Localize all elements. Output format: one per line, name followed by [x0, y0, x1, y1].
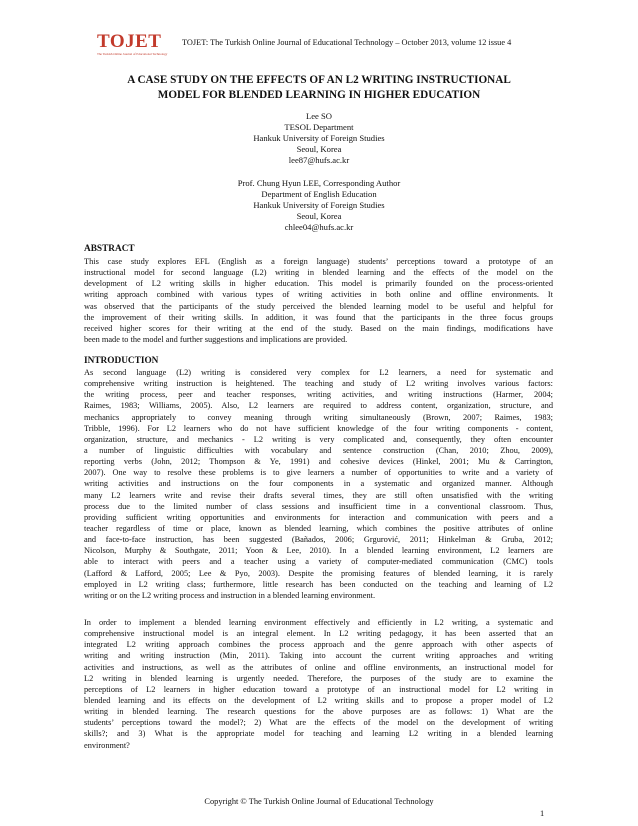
- abstract-body: [84, 256, 553, 345]
- intro-line: L2 writing in blended learning is urgently needed. Therefore, the purposes of the study are to examine the: [84, 673, 553, 683]
- intro-line: reporting verbs (John, 2012; Thompson & Ye, 1991) and cohesive devices (Hinkel, 2001; Mu & Carrington,: [84, 457, 553, 467]
- author-1-email: lee87@hufs.ac.kr: [288, 155, 350, 165]
- intro-line: many L2 learners write and revise their drafts several times, they are still often unsatisfied with the writing: [84, 490, 553, 500]
- intro-line: (Lafford & Lafford, 2005; Lee & Pyo, 2003). Despite the promising features of blended learning, it is rarely: [84, 568, 553, 578]
- intro-line: Nicolson, Murphy & Southgate, 2011; Yoon & Lee, 2010). In a blended learning environment, L2 learners are: [84, 546, 553, 556]
- intro-line: writing activities and instructions on the four components in a systematic and organized manner. Although: [84, 479, 553, 489]
- intro-line: students’ perceptions toward the model?; 2) What are the effects of the model on the development of writing: [84, 718, 553, 728]
- journal-logo: [97, 31, 168, 59]
- intro-line: writing or on the L2 writing process and instruction in a blended learning environment.: [84, 590, 376, 600]
- abstract-line: development of L2 writing skills in higher education. This model is primarily founded on the process-oriented: [84, 279, 553, 289]
- intro-line: integrated L2 writing approach combines the process approach and the genre approach with other aspects of: [84, 640, 553, 650]
- introduction-paragraph-2: [84, 617, 553, 751]
- intro-line: employed in L2 writing class; furthermore, little research has been conducted on the teaching and learning of L2: [84, 579, 553, 589]
- intro-line: In order to implement a blended learning environment effectively and efficiently in L2 writing, a systematic and: [84, 618, 553, 627]
- introduction-paragraph-1: [84, 367, 553, 601]
- author-2-department: Department of English Education: [261, 189, 377, 199]
- abstract-line: instructional model for second language (L2) writing in blended learning and the effects of the model on the: [84, 268, 553, 278]
- abstract-line: was observed that the participants of the study perceived the blended learning model to be useful and helpful for: [84, 301, 553, 311]
- intro-line: writing and writing instruction (Min, 2011). Taking into account the current writing approaches and writing: [84, 651, 553, 661]
- intro-line: organization, structure, and mechanics - L2 writing is very complicated and, consequently, they often encounter: [84, 434, 553, 444]
- intro-line: a number of linguistic difficulties with vocabulary and sentence construction (Chan, 2010; Zhou, 2009),: [84, 445, 553, 455]
- author-2-email: chlee04@hufs.ac.kr: [284, 222, 354, 232]
- intro-line: Raimes, 1983; Williams, 2005). Also, L2 learners are required to address content, organization, structure, and: [84, 401, 553, 411]
- intro-line: providing sufficient writing opportunities and environments for interaction and communication with peers and a: [84, 512, 553, 522]
- abstract-line: been made to the model and further suggestions and implications are provided.: [84, 334, 348, 344]
- author-1-location: Seoul, Korea: [296, 144, 342, 154]
- intro-line: activities and instructions, as well as the attributes of online and offline environments, an instructional model for: [84, 662, 553, 672]
- intro-line: the writing process, peer and teacher responses, writing activities, and writing instructions (Harmer, 2004;: [84, 390, 553, 400]
- paper-title-line-1: A CASE STUDY ON THE EFFECTS OF AN L2 WRITING INSTRUCTIONAL: [127, 74, 511, 86]
- intro-line: 2007). One way to resolve these problems is to give learners a number of opportunities to write and a variety of: [84, 468, 553, 478]
- abstract-line: the improvement of their writing skills. In addition, it was found that the participants in the three focus groups: [84, 312, 553, 322]
- running-header: TOJET: The Turkish Online Journal of Educational Technology – October 2013, volume 12 issue 4: [182, 38, 512, 47]
- abstract-line: This case study explores EFL (English as a foreign language) students’ perceptions toward a prototype of an: [84, 257, 553, 266]
- introduction-heading: INTRODUCTION: [84, 356, 159, 366]
- logo-wordmark: TOJET: [97, 31, 162, 52]
- intro-line: blended learning and its effects on the development of L2 writing skills and to propose a proper model of L2: [84, 695, 553, 705]
- author-1-university: Hankuk University of Foreign Studies: [253, 133, 385, 143]
- intro-line: able to interact with peers and a teacher using a variety of computer-mediated communication (CMC) tools: [84, 557, 553, 567]
- intro-line: process due to the limited number of class sessions and insufficient time in a conventional classroom. Thus,: [84, 501, 553, 511]
- author-1-name: Lee SO: [305, 111, 332, 121]
- intro-line: perceptions of L2 learners in higher education toward a prototype of an instructional model for L2 writing in: [84, 684, 553, 694]
- paper-title-line-2: MODEL FOR BLENDED LEARNING IN HIGHER EDUCATION: [157, 89, 481, 101]
- intro-line: comprehensive instructional model is an integral element. In L2 writing pedagogy, it has been asserted that an: [84, 629, 553, 639]
- intro-line: comprehensive writing instruction is heightened. The teaching and study of L2 writing involves various factors:: [84, 379, 553, 389]
- abstract-line: writing approach combined with various types of writing activities in both online and offline environments. It: [84, 290, 553, 300]
- copyright-footer: Copyright © The Turkish Online Journal of Educational Technology: [204, 797, 434, 806]
- author-2-name: Prof. Chung Hyun LEE, Corresponding Author: [237, 178, 401, 188]
- intro-line: As second language (L2) writing is considered very complex for L2 learners, a need for systematic and: [84, 368, 553, 377]
- intro-line: and face-to-face instruction, has been suggested (Bañados, 2006; Grgurović, 2011; Hinkelman & Gruba, 2012;: [84, 535, 553, 545]
- author-1-department: TESOL Department: [284, 122, 354, 132]
- author-2-location: Seoul, Korea: [296, 211, 342, 221]
- intro-line: teacher regardless of time or place, known as blended learning, which combines the positive attributes of online: [84, 523, 553, 533]
- abstract-line: received higher scores for their writing at the end of the study. Based on the main findings, modifications have: [84, 323, 553, 333]
- intro-line: skills?; and 3) What is the appropriate model for teaching and learning L2 writing in a blended learning: [84, 729, 553, 739]
- intro-line: Tribble, 1996). For L2 learners who do not have sufficient knowledge of the four writing components - content,: [84, 423, 553, 433]
- abstract-heading: ABSTRACT: [84, 244, 135, 254]
- author-2-university: Hankuk University of Foreign Studies: [253, 200, 385, 210]
- intro-line: environment?: [84, 740, 130, 750]
- logo-subtext: The Turkish Online Journal of Educational Technology: [97, 52, 168, 56]
- intro-line: writing in blended learning. The research questions for the above purposes are as follows: 1) What are the: [84, 707, 553, 717]
- page-number: 1: [540, 809, 545, 818]
- intro-line: mechanics appropriately to convey meaning through writing simultaneously (Brown, 2007; Raimes, 1983;: [84, 412, 553, 422]
